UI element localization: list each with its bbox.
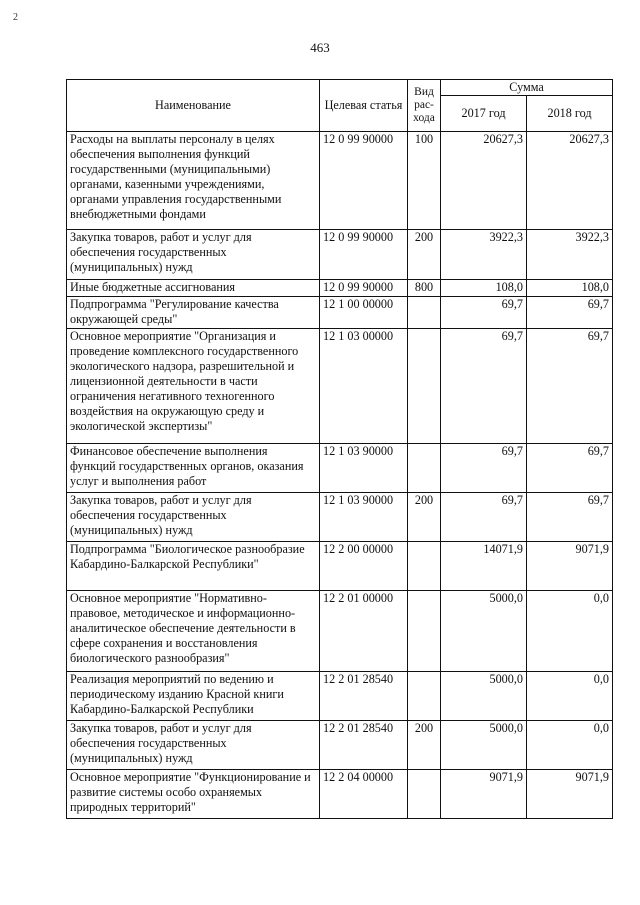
table-row — [67, 444, 613, 493]
row-sum-2018: 0,0 — [527, 591, 613, 672]
row-sum-2017: 3922,3 — [441, 230, 527, 280]
row-code: 12 2 00 00000 — [320, 542, 408, 591]
row-sum-2017: 5000,0 — [441, 591, 527, 672]
row-code: 12 2 01 28540 — [320, 672, 408, 721]
row-code: 12 1 03 90000 — [320, 493, 408, 542]
row-sum-2018: 9071,9 — [527, 770, 613, 819]
row-name: Расходы на выплаты персоналу в целях обеспечения выполнения функций государственными (муниципальными) органами, казенными учреждениями, органами управления государственными внебюджетными фондами — [67, 132, 320, 230]
header-sum: Сумма — [441, 80, 613, 96]
row-name: Подпрограмма "Регулирование качества окружающей среды" — [67, 297, 320, 329]
row-sum-2018: 69,7 — [527, 297, 613, 329]
row-vid — [408, 297, 441, 329]
row-name: Подпрограмма "Биологическое разнообразие Кабардино-Балкарской Республики" — [67, 542, 320, 591]
row-name: Основное мероприятие "Нормативно-правовое, методическое и информационно-аналитическое обеспечение деятельности в сфере сохранения и восстановления биологического разнообразия" — [67, 591, 320, 672]
table-row — [67, 770, 613, 819]
header-vid: Вид рас-хода — [408, 80, 441, 132]
row-sum-2018: 0,0 — [527, 672, 613, 721]
row-vid — [408, 542, 441, 591]
row-vid: 200 — [408, 230, 441, 280]
row-code: 12 1 03 00000 — [320, 329, 408, 444]
row-sum-2018: 69,7 — [527, 493, 613, 542]
row-vid — [408, 591, 441, 672]
header-year-2017: 2017 год — [441, 96, 527, 132]
row-code: 12 2 01 00000 — [320, 591, 408, 672]
row-sum-2018: 69,7 — [527, 444, 613, 493]
page-number: 463 — [310, 40, 330, 55]
table-row — [67, 672, 613, 721]
row-vid — [408, 329, 441, 444]
row-name: Закупка товаров, работ и услуг для обеспечения государственных (муниципальных) нужд — [67, 230, 320, 280]
header-code: Целевая статья — [320, 80, 408, 132]
row-name: Финансовое обеспечение выполнения функций государственных органов, оказания услуг и выполнения работ — [67, 444, 320, 493]
table-row — [67, 329, 613, 444]
row-sum-2018: 69,7 — [527, 329, 613, 444]
row-code: 12 2 04 00000 — [320, 770, 408, 819]
row-sum-2017: 5000,0 — [441, 672, 527, 721]
row-sum-2017: 69,7 — [441, 444, 527, 493]
row-sum-2017: 108,0 — [441, 280, 527, 297]
row-sum-2017: 5000,0 — [441, 721, 527, 770]
row-name: Основное мероприятие "Организация и проведение комплексного государственного экологического надзора, разрешительной и лицензионной деятельности в части ограничения негативного техногенного воздействия на окружающую среду и экологической экспертизы" — [67, 329, 320, 444]
table-row — [67, 297, 613, 329]
row-vid: 200 — [408, 493, 441, 542]
row-code: 12 0 99 90000 — [320, 230, 408, 280]
row-code: 12 2 01 28540 — [320, 721, 408, 770]
budget-table — [66, 79, 613, 819]
header-year-2018: 2018 год — [527, 96, 613, 132]
row-code: 12 1 03 90000 — [320, 444, 408, 493]
corner-mark: 2 — [13, 12, 18, 23]
row-sum-2018: 9071,9 — [527, 542, 613, 591]
row-name: Реализация мероприятий по ведению и периодическому изданию Красной книги Кабардино-Балкарской Республики — [67, 672, 320, 721]
row-vid: 800 — [408, 280, 441, 297]
table-row — [67, 132, 613, 230]
table-row — [67, 230, 613, 280]
row-name: Основное мероприятие "Функционирование и развитие системы особо охраняемых природных территорий" — [67, 770, 320, 819]
row-sum-2018: 0,0 — [527, 721, 613, 770]
row-name: Закупка товаров, работ и услуг для обеспечения государственных (муниципальных) нужд — [67, 493, 320, 542]
table-body — [67, 132, 613, 819]
row-sum-2018: 20627,3 — [527, 132, 613, 230]
header-name: Наименование — [67, 80, 320, 132]
row-vid — [408, 444, 441, 493]
table-row — [67, 280, 613, 297]
row-vid: 100 — [408, 132, 441, 230]
row-name: Закупка товаров, работ и услуг для обеспечения государственных (муниципальных) нужд — [67, 721, 320, 770]
row-sum-2018: 108,0 — [527, 280, 613, 297]
row-vid: 200 — [408, 721, 441, 770]
row-sum-2017: 69,7 — [441, 297, 527, 329]
row-sum-2017: 69,7 — [441, 493, 527, 542]
row-sum-2017: 69,7 — [441, 329, 527, 444]
row-code: 12 0 99 90000 — [320, 280, 408, 297]
row-sum-2017: 9071,9 — [441, 770, 527, 819]
row-sum-2017: 14071,9 — [441, 542, 527, 591]
row-code: 12 1 00 00000 — [320, 297, 408, 329]
table-row — [67, 493, 613, 542]
row-vid — [408, 672, 441, 721]
row-sum-2018: 3922,3 — [527, 230, 613, 280]
row-name: Иные бюджетные ассигнования — [67, 280, 320, 297]
table-row — [67, 591, 613, 672]
table-row — [67, 542, 613, 591]
row-vid — [408, 770, 441, 819]
row-code: 12 0 99 90000 — [320, 132, 408, 230]
table-row — [67, 721, 613, 770]
row-sum-2017: 20627,3 — [441, 132, 527, 230]
